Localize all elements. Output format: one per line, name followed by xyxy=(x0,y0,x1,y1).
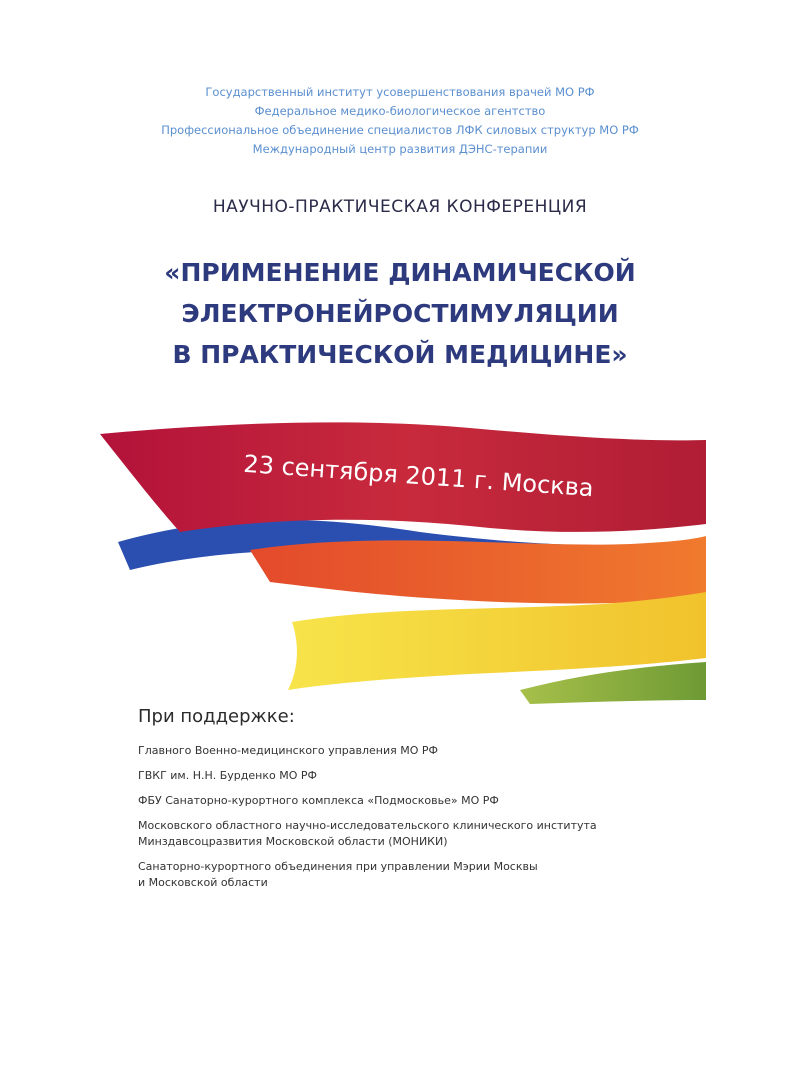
conference-label: НАУЧНО-ПРАКТИЧЕСКАЯ КОНФЕРЕНЦИЯ xyxy=(212,197,588,217)
support-heading: При поддержке: xyxy=(138,706,295,727)
organizer-line: Федеральное медико-биологическое агентство xyxy=(254,104,546,118)
date-place-text: 23 сентября 2011 г. Москва xyxy=(242,449,595,503)
title-line: В ПРАКТИЧЕСКОЙ МЕДИЦИНЕ» xyxy=(172,340,628,369)
orange-ribbon-shape xyxy=(250,536,706,603)
support-item-line: ГВКГ им. Н.Н. Бурденко МО РФ xyxy=(138,769,317,782)
organizers-block xyxy=(0,83,800,159)
support-item xyxy=(138,768,698,784)
organizer-line: Международный центр развития ДЭНС-терапии xyxy=(252,142,548,156)
organizer-line: Государственный институт усовершенствования врачей МО РФ xyxy=(205,85,595,99)
title-line: «ПРИМЕНЕНИЕ ДИНАМИЧЕСКОЙ xyxy=(164,258,636,287)
support-item-line: и Московской области xyxy=(138,876,268,889)
support-item xyxy=(138,859,698,891)
support-block xyxy=(138,706,698,900)
ribbon-banner xyxy=(0,400,800,720)
conference-title xyxy=(0,252,800,375)
title-line: ЭЛЕКТРОНЕЙРОСТИМУЛЯЦИИ xyxy=(181,299,619,328)
support-item-line: Московского областного научно-исследовательского клинического института xyxy=(138,819,597,832)
support-item-line: Минздавсоцразвития Московской области (МОНИКИ) xyxy=(138,835,448,848)
support-item xyxy=(138,743,698,759)
support-item xyxy=(138,793,698,809)
support-item-line: ФБУ Санаторно-курортного комплекса «Подмосковье» МО РФ xyxy=(138,794,499,807)
support-item xyxy=(138,818,698,850)
support-item-line: Санаторно-курортного объединения при управлении Мэрии Москвы xyxy=(138,860,538,873)
organizer-line: Профессиональное объединение специалистов ЛФК силовых структур МО РФ xyxy=(161,123,639,137)
support-item-line: Главного Военно-медицинского управления МО РФ xyxy=(138,744,439,757)
